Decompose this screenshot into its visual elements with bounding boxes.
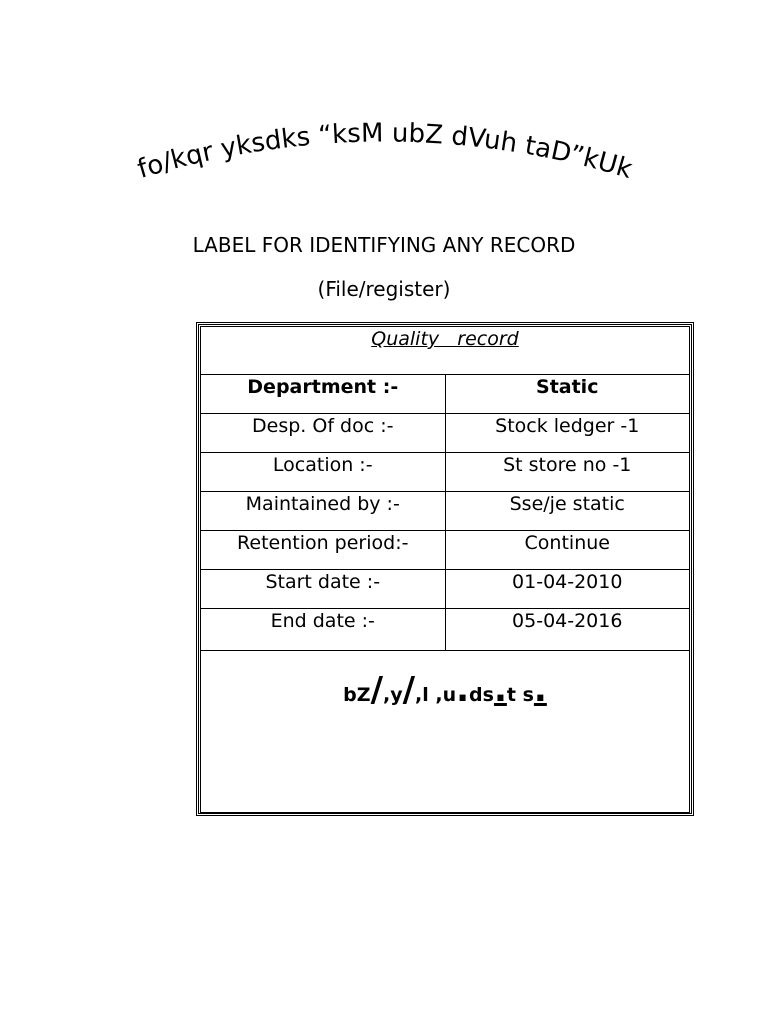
row-value-maintained-by: Sse/je static bbox=[445, 492, 690, 531]
page-heading: LABEL FOR IDENTIFYING ANY RECORD bbox=[192, 233, 576, 257]
arc-title bbox=[134, 118, 635, 184]
row-label-description: Desp. Of doc :- bbox=[201, 414, 446, 453]
arc-title-graphic bbox=[0, 0, 768, 260]
row-value-location: St store no -1 bbox=[445, 453, 690, 492]
table-footer-row bbox=[201, 651, 690, 813]
footer-part: . bbox=[533, 670, 547, 710]
row-label-maintained-by: Maintained by :- bbox=[201, 492, 446, 531]
record-table bbox=[200, 326, 690, 813]
footer-part: ,l ,u bbox=[415, 684, 457, 706]
row-label-retention-period: Retention period:- bbox=[201, 531, 446, 570]
table-row bbox=[201, 609, 690, 651]
row-label-department: Department :- bbox=[201, 375, 446, 414]
footer-part: bZ bbox=[343, 684, 371, 706]
footer-part: . bbox=[493, 670, 507, 710]
table-row bbox=[201, 375, 690, 414]
row-label-end-date: End date :- bbox=[201, 609, 446, 651]
row-value-description: Stock ledger -1 bbox=[445, 414, 690, 453]
footer-part: s bbox=[522, 684, 534, 706]
row-value-retention-period: Continue bbox=[445, 531, 690, 570]
row-value-end-date: 05-04-2016 bbox=[445, 609, 690, 651]
footer-part: / bbox=[402, 670, 416, 710]
record-title: Quality record bbox=[201, 327, 690, 375]
page-subheading: (File/register) bbox=[317, 277, 451, 301]
footer-large-text bbox=[201, 651, 690, 813]
row-value-start-date: 01-04-2010 bbox=[445, 570, 690, 609]
footer-part: t bbox=[506, 684, 516, 706]
footer-part: ,y bbox=[382, 684, 403, 706]
table-row bbox=[201, 570, 690, 609]
footer-part: / bbox=[370, 670, 383, 710]
row-value-department: Static bbox=[445, 375, 690, 414]
footer-part: . bbox=[456, 670, 470, 710]
arc-title-text: fo/kqr yksdks “ksM ubZ dVuh taD”kUk bbox=[134, 118, 636, 185]
table-row bbox=[201, 531, 690, 570]
table-row bbox=[201, 414, 690, 453]
table-title-row bbox=[201, 327, 690, 375]
table-row bbox=[201, 453, 690, 492]
footer-part: ds bbox=[469, 684, 494, 706]
row-label-location: Location :- bbox=[201, 453, 446, 492]
row-label-start-date: Start date :- bbox=[201, 570, 446, 609]
table-row bbox=[201, 492, 690, 531]
